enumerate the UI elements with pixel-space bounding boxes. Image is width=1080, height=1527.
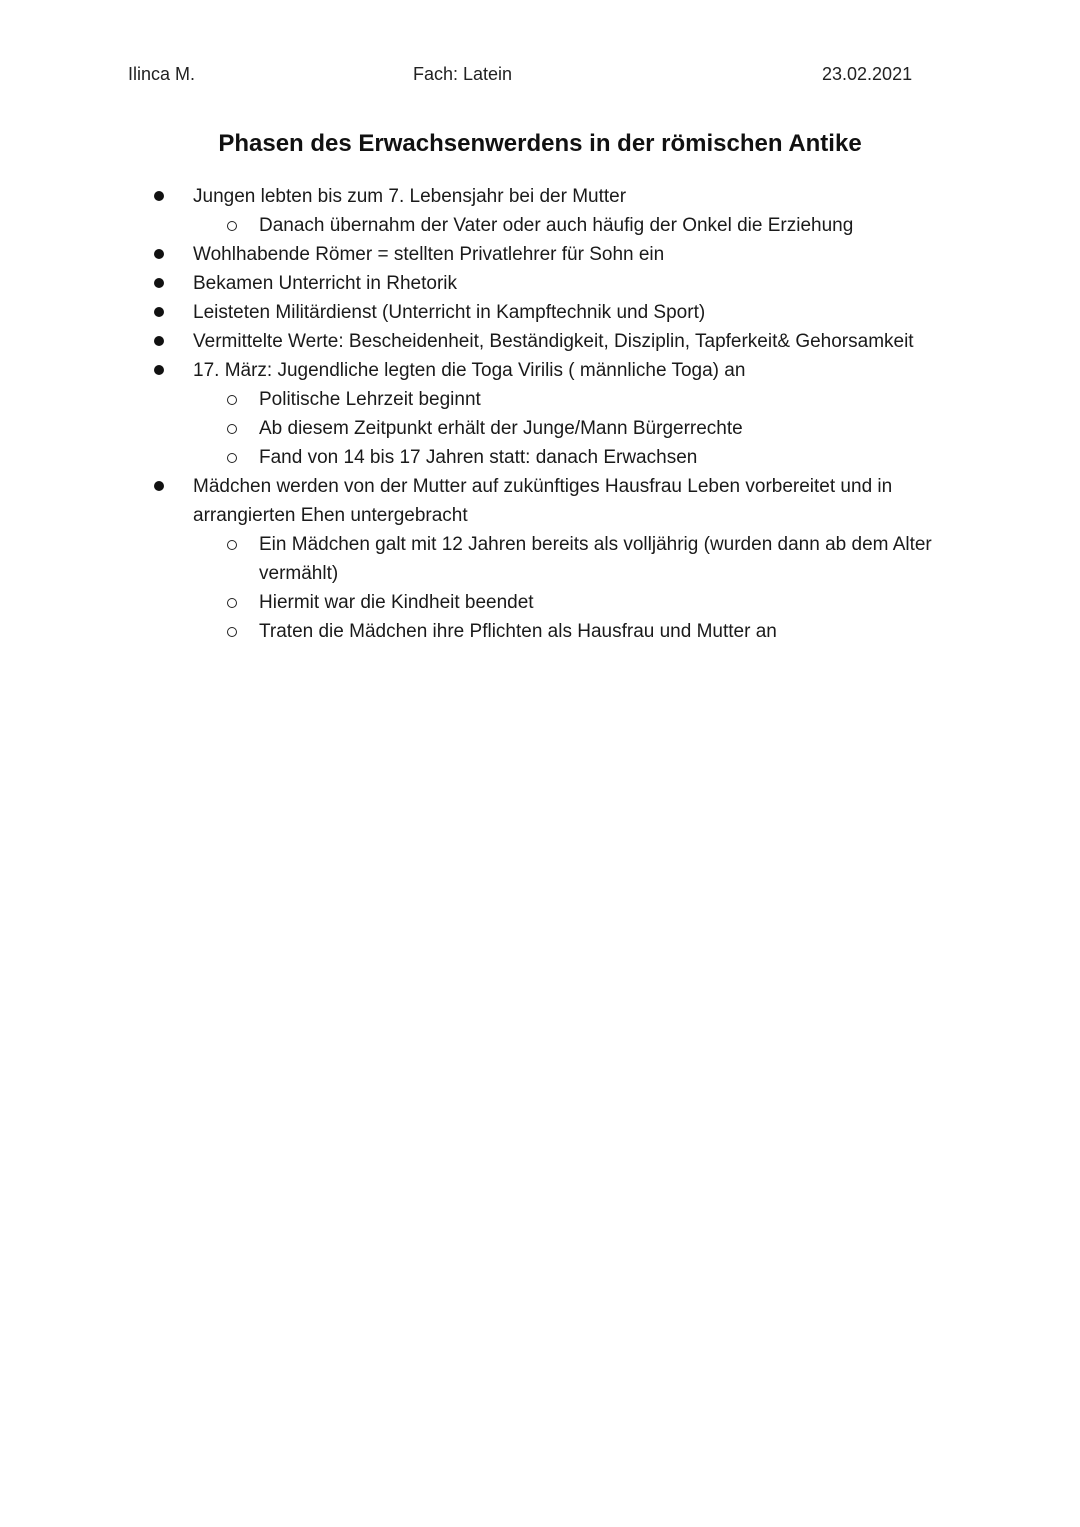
list-item-text: Bekamen Unterricht in Rhetorik <box>193 273 457 294</box>
sub-list-item-text: Hiermit war die Kindheit beendet <box>259 592 534 613</box>
sub-list-item <box>0 211 952 240</box>
bullet-icon <box>154 249 164 259</box>
list-item <box>0 269 1080 298</box>
author-name: Ilinca M. <box>128 64 196 84</box>
sub-list-item-text: Fand von 14 bis 17 Jahren statt: danach Erwachsen <box>259 447 698 468</box>
page-title: Phasen des Erwachsenwerdens in der römischen Antike <box>218 130 862 157</box>
sub-list <box>193 211 952 240</box>
circle-bullet-icon <box>227 627 237 637</box>
sub-list-item-text: Politische Lehrzeit beginnt <box>259 389 481 410</box>
sub-list <box>193 385 952 472</box>
circle-bullet-icon <box>227 598 237 608</box>
bullet-icon <box>154 365 164 375</box>
list-item <box>0 298 1080 327</box>
list-item <box>0 240 1080 269</box>
document-date: 23.02.2021 <box>822 64 913 84</box>
bullet-icon <box>154 191 164 201</box>
subject-label: Fach: Latein <box>413 64 513 84</box>
list-item-text: Mädchen werden von der Mutter auf zukünftiges Hausfrau Leben vorbereitet und in arrangierten Ehen untergebracht <box>193 476 893 526</box>
bullet-icon <box>154 481 164 491</box>
circle-bullet-icon <box>227 221 237 231</box>
list-item-text: Wohlhabende Römer = stellten Privatlehrer für Sohn ein <box>193 244 665 265</box>
sub-list-item <box>0 414 952 443</box>
sub-list <box>193 530 952 646</box>
sub-list-item-text: Danach übernahm der Vater oder auch häufig der Onkel die Erziehung <box>259 215 854 236</box>
bullet-list <box>0 182 1080 646</box>
circle-bullet-icon <box>227 395 237 405</box>
list-item <box>0 327 1080 356</box>
circle-bullet-icon <box>227 424 237 434</box>
list-item-text: Jungen lebten bis zum 7. Lebensjahr bei der Mutter <box>193 186 627 207</box>
list-item-text: 17. März: Jugendliche legten die Toga Virilis ( männliche Toga) an <box>193 360 746 381</box>
sub-list-item-text: Traten die Mädchen ihre Pflichten als Hausfrau und Mutter an <box>259 621 777 642</box>
sub-list-item <box>0 617 952 646</box>
sub-list-item-text: Ein Mädchen galt mit 12 Jahren bereits als volljährig (wurden dann ab dem Alter vermählt) <box>259 534 932 584</box>
sub-list-item <box>0 385 952 414</box>
sub-list-item-text: Ab diesem Zeitpunkt erhält der Junge/Mann Bürgerrechte <box>259 418 743 439</box>
list-item <box>0 182 1080 240</box>
bullet-icon <box>154 278 164 288</box>
circle-bullet-icon <box>227 540 237 550</box>
sub-list-item <box>0 588 952 617</box>
list-item <box>0 472 1080 646</box>
sub-list-item <box>0 530 952 588</box>
bullet-icon <box>154 336 164 346</box>
sub-list-item <box>0 443 952 472</box>
list-item-text: Vermittelte Werte: Bescheidenheit, Beständigkeit, Disziplin, Tapferkeit& Gehorsamkeit <box>193 331 914 352</box>
list-item-text: Leisteten Militärdienst (Unterricht in Kampftechnik und Sport) <box>193 302 706 323</box>
circle-bullet-icon <box>227 453 237 463</box>
list-item <box>0 356 1080 472</box>
bullet-icon <box>154 307 164 317</box>
